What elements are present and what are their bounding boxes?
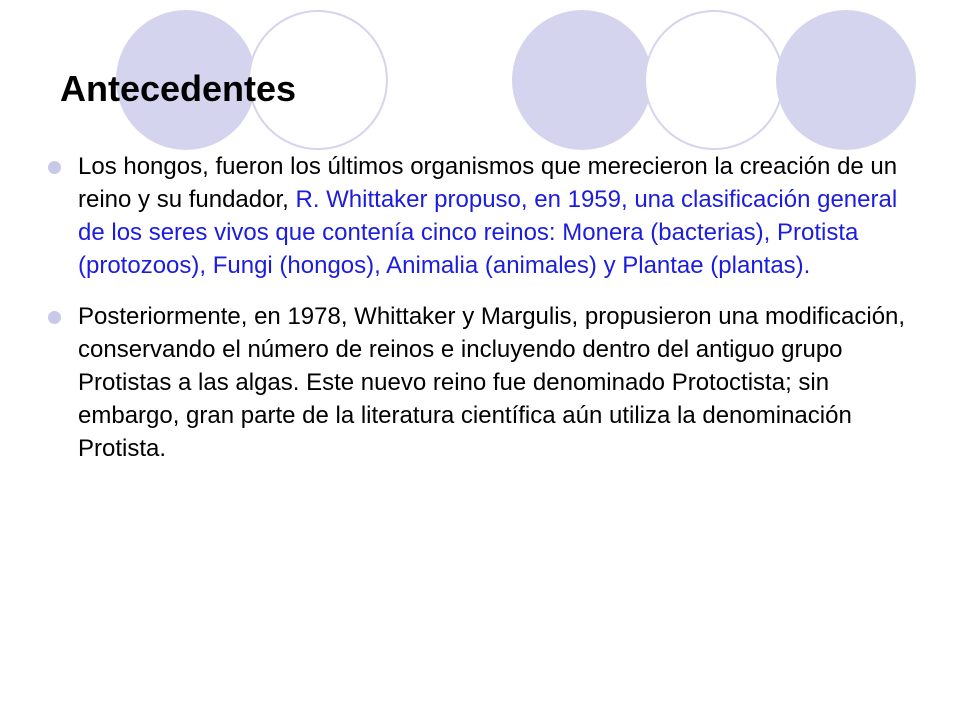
bullet-text-plain: Los hongos, fueron los últimos organismos que merecieron la creación de un reino y su fundador, <box>78 153 898 213</box>
bullet-text <box>78 153 897 279</box>
bullet-list <box>48 150 928 483</box>
bullet-text: Posteriormente, en 1978, Whittaker y Margulis, propusieron una modificación, conservando el número de reinos e incluyendo dentro del antiguo grupo Protistas a las algas. Este nuevo reino fue denominado Protoctista; sin embargo, gran parte de la literatura científica aún utiliza la denominación Protista. <box>78 303 906 462</box>
decorative-circle-filled <box>512 10 652 150</box>
slide-title: Antecedentes <box>60 68 297 109</box>
bullet-item <box>48 300 928 465</box>
bullet-dot-icon <box>48 311 61 324</box>
bullet-text-highlight: R. Whittaker propuso, en 1959, una clasificación general de los seres vivos que contenía cinco reinos: Monera (bacterias), Protista (protozoos), Fungi (hongos), Animalia (animales) y Plantae (plantas). <box>78 186 898 279</box>
decorative-circle-filled <box>776 10 916 150</box>
bullet-dot-icon <box>48 161 61 174</box>
bullet-item <box>48 150 928 282</box>
decorative-circle-outline <box>644 10 784 150</box>
